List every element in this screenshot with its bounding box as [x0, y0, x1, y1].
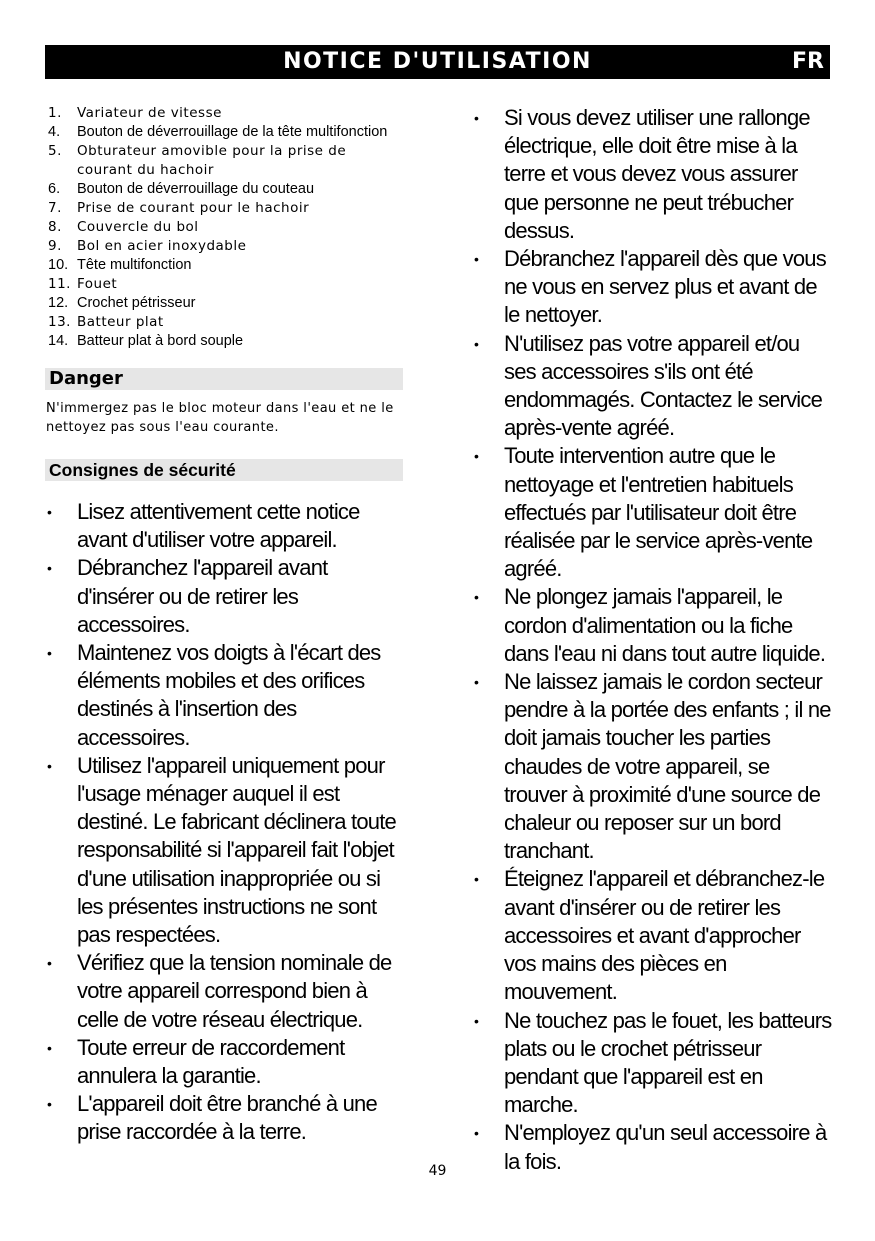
part-label: Prise de courant pour le hachoir: [77, 200, 310, 216]
part-number: 13.: [48, 314, 71, 330]
safety-item-text: Vérifiez que la tension nominale de votre appareil correspond bien à celle de votre réseau électrique.: [77, 950, 392, 1032]
part-number: 8.: [48, 219, 62, 235]
safety-list-left: [45, 498, 405, 1147]
bullet-icon: •: [47, 560, 52, 577]
part-number: 12.: [48, 295, 69, 311]
part-item: [45, 256, 405, 275]
part-label: Tête multifonction: [77, 257, 192, 273]
safety-list-right: [472, 104, 832, 1176]
bullet-icon: •: [474, 871, 479, 888]
page-header: [45, 45, 830, 79]
safety-item-text: Débranchez l'appareil avant d'insérer ou de retirer les accessoires.: [77, 555, 328, 637]
safety-item: [45, 498, 405, 554]
parts-list: [45, 104, 405, 351]
part-label: Variateur de vitesse: [77, 105, 222, 121]
safety-item: [45, 554, 405, 639]
bullet-icon: •: [474, 1125, 479, 1142]
part-number: 6.: [48, 181, 61, 197]
part-item: [45, 123, 405, 142]
safety-item-text: Si vous devez utiliser une rallonge électrique, elle doit être mise à la terre et vous devez vous assurer que personne ne peut trébucher dessus.: [504, 105, 810, 243]
right-column: [472, 104, 832, 1176]
part-item: [45, 218, 405, 237]
safety-item-text: Ne plongez jamais l'appareil, le cordon d'alimentation ou la fiche dans l'eau ni dans tout autre liquide.: [504, 584, 826, 666]
language-code: FR: [792, 49, 824, 74]
part-item: [45, 275, 405, 294]
bullet-icon: •: [47, 504, 52, 520]
part-label: Crochet pétrisseur: [77, 295, 196, 311]
part-label: Fouet: [77, 276, 118, 292]
safety-item-text: Débranchez l'appareil dès que vous ne vous en servez plus et avant de le nettoyer.: [504, 246, 826, 328]
safety-item-text: Ne laissez jamais le cordon secteur pendre à la portée des enfants ; il ne doit jamais toucher les parties chaudes de votre appareil, se trouver à proximité d'une source de chaleur ou reposer sur un bord tranchant.: [504, 669, 831, 864]
header-title: NOTICE D'UTILISATION: [283, 49, 592, 74]
safety-heading: Consignes de sécurité: [45, 459, 403, 481]
safety-item-text: N'employez qu'un seul accessoire à la fois.: [504, 1120, 827, 1174]
safety-item-text: L'appareil doit être branché à une prise raccordée à la terre.: [77, 1091, 377, 1145]
safety-item-text: Toute intervention autre que le nettoyage et l'entretien habituels effectués par l'utilisateur doit être réalisée par le service après-vente agréé.: [504, 443, 813, 582]
part-item: [45, 180, 405, 199]
safety-item-text: Lisez attentivement cette notice avant d'utiliser votre appareil.: [77, 499, 360, 553]
part-item: [45, 104, 405, 123]
safety-item-text: Utilisez l'appareil uniquement pour l'usage ménager auquel il est destiné. Le fabricant déclinera toute responsabilité si l'appareil fait l'objet d'une utilisation inappropriée ou si les présentes instructions ne sont pas respectées.: [77, 752, 396, 948]
safety-item: [472, 442, 832, 583]
part-number: 14.: [48, 333, 69, 349]
part-label: Couvercle du bol: [77, 219, 199, 235]
part-label: Batteur plat: [77, 314, 164, 330]
part-label: Bouton de déverrouillage du couteau: [77, 181, 315, 197]
part-item: [45, 313, 405, 332]
part-number: 1.: [48, 105, 62, 121]
safety-item: [45, 752, 405, 949]
safety-item: [472, 668, 832, 865]
part-label: Batteur plat à bord souple: [77, 333, 244, 349]
safety-item: [472, 865, 832, 1006]
page-number: 49: [428, 1163, 447, 1179]
safety-item: [45, 1090, 405, 1146]
bullet-icon: •: [47, 1096, 52, 1113]
part-item: [45, 142, 405, 180]
safety-item-text: Ne touchez pas le fouet, les batteurs plats ou le crochet pétrisseur pendant que l'appareil est en marche.: [504, 1007, 832, 1118]
part-item: [45, 294, 405, 313]
bullet-icon: •: [474, 674, 479, 691]
part-number: 4.: [48, 124, 61, 140]
part-number: 9.: [48, 238, 62, 254]
left-column: [45, 104, 405, 1147]
safety-item: [45, 639, 405, 752]
part-label: Bouton de déverrouillage de la tête multifonction: [77, 124, 388, 140]
safety-item: [472, 583, 832, 668]
bullet-icon: •: [47, 1039, 52, 1056]
bullet-icon: •: [474, 1012, 479, 1029]
safety-item: [472, 1007, 832, 1120]
part-number: 11.: [48, 276, 71, 292]
safety-item: [472, 245, 832, 330]
safety-item: [45, 1034, 405, 1090]
bullet-icon: •: [474, 589, 479, 606]
danger-text: N'immergez pas le bloc moteur dans l'eau et ne le nettoyez pas sous l'eau courante.: [46, 401, 394, 435]
part-number: 7.: [48, 200, 62, 216]
safety-item-text: Éteignez l'appareil et débranchez-le avant d'insérer ou de retirer les accessoires et avant d'approcher vos mains des pièces en mouvement.: [504, 866, 825, 1005]
safety-item-text: Maintenez vos doigts à l'écart des éléments mobiles et des orifices destinés à l'insertion des accessoires.: [77, 640, 381, 750]
part-number: 5.: [48, 143, 62, 159]
bullet-icon: •: [474, 110, 479, 126]
part-item: [45, 199, 405, 218]
safety-item: [45, 949, 405, 1034]
bullet-icon: •: [474, 335, 479, 352]
bullet-icon: •: [47, 645, 52, 662]
part-label: Bol en acier inoxydable: [77, 238, 247, 254]
part-label: Obturateur amovible pour la prise de courant du hachoir: [77, 143, 347, 178]
bullet-icon: •: [474, 251, 479, 268]
part-item: [45, 237, 405, 256]
safety-item-text: Toute erreur de raccordement annulera la garantie.: [77, 1034, 345, 1089]
bullet-icon: •: [47, 757, 52, 774]
bullet-icon: •: [474, 448, 479, 465]
safety-item-text: N'utilisez pas votre appareil et/ou ses accessoires s'ils ont été endommagés. Contactez le service après-vente agréé.: [504, 330, 823, 441]
danger-heading: Danger: [45, 368, 403, 390]
safety-item: [472, 104, 832, 245]
bullet-icon: •: [47, 955, 52, 972]
part-item: [45, 332, 405, 351]
part-number: 10.: [48, 257, 69, 273]
safety-item: [472, 330, 832, 443]
